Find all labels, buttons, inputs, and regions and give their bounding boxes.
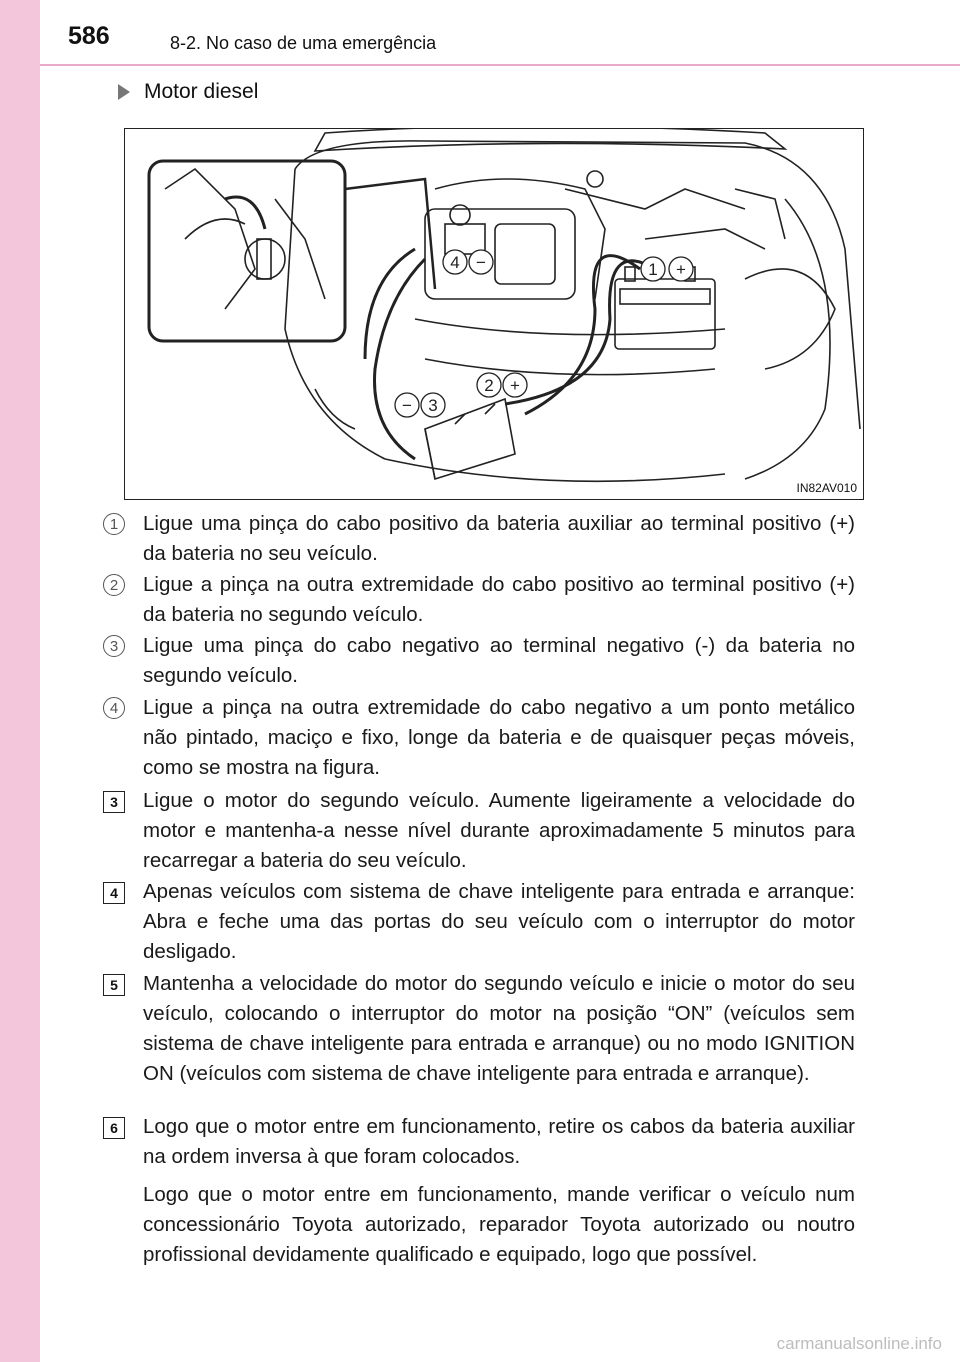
substep-3-marker: 3 (103, 635, 125, 657)
side-color-bar (0, 0, 40, 1362)
step-6-marker: 6 (103, 1117, 125, 1139)
subheading-text: Motor diesel (144, 80, 259, 103)
substep-4-text: Ligue a pinça na outra extremidade do cabo negativo a um ponto metálico não pintado, maciço e fixo, longe da bateria e de quaisquer peças móveis, como se mostra na figura. (143, 696, 855, 779)
substep-2-marker: 2 (103, 574, 125, 596)
callout-1-plus: + (676, 260, 686, 279)
step-4-text: Apenas veículos com sistema de chave inteligente para entrada e arranque: Abra e feche uma das portas do seu veículo com o interruptor do motor desligado. (143, 880, 855, 963)
substep-4-marker: 4 (103, 697, 125, 719)
header-divider (40, 64, 960, 66)
substep-3-text: Ligue uma pinça do cabo negativo ao terminal negativo (-) da bateria no segundo veículo. (143, 634, 855, 687)
callout-4-label: 4 (450, 253, 460, 272)
engine-bay-drawing (125, 129, 863, 499)
page-number: 586 (68, 22, 110, 50)
step-3-text: Ligue o motor do segundo veículo. Aumente ligeiramente a velocidade do motor e mantenha-a nesse nível durante aproximadamente 5 minutos para recarregar a bateria do seu veículo. (143, 789, 855, 872)
callout-2-label: 2 (484, 376, 494, 395)
watermark-text: carmanualsonline.info (776, 1334, 942, 1353)
substep-2-text: Ligue a pinça na outra extremidade do cabo positivo ao terminal positivo (+) da bateria no segundo veículo. (143, 573, 855, 626)
callout-2-plus: + (510, 376, 520, 395)
callout-3-minus: − (402, 396, 412, 415)
section-subheading (118, 80, 258, 104)
step-6-text: Logo que o motor entre em funcionamento, retire os cabos da bateria auxiliar na ordem inversa à que foram colocados. (143, 1115, 855, 1168)
closing-paragraph: Logo que o motor entre em funcionamento, mande verificar o veículo num concessionário Toyota autorizado, reparador Toyota autorizado ou noutro profissional devidamente qualificado e equipado, logo que possível. (143, 1183, 855, 1266)
figure-code: IN82AV010 (796, 481, 857, 495)
step-5-text: Mantenha a velocidade do motor do segundo veículo e inicie o motor do seu veículo, colocando o interruptor do motor na posição “ON” (veículos sem sistema de chave inteligente para entrada e arranque) ou no modo IGNITION ON (veículos com sistema de chave inteligente para entrada e arranque). (143, 972, 855, 1085)
substep-1-text: Ligue uma pinça do cabo positivo da bateria auxiliar ao terminal positivo (+) da bateria no seu veículo. (143, 512, 855, 565)
step-4-marker: 4 (103, 882, 125, 904)
engine-illustration (124, 128, 864, 500)
step-5-marker: 5 (103, 974, 125, 996)
page-header (0, 0, 960, 64)
callout-4-minus: − (476, 253, 486, 272)
callout-3-label: 3 (428, 396, 438, 415)
substep-1-marker: 1 (103, 513, 125, 535)
chapter-title: 8-2. No caso de uma emergência (170, 33, 437, 53)
triangle-bullet-icon (118, 84, 130, 100)
callout-1-label: 1 (648, 260, 658, 279)
step-3-marker: 3 (103, 791, 125, 813)
